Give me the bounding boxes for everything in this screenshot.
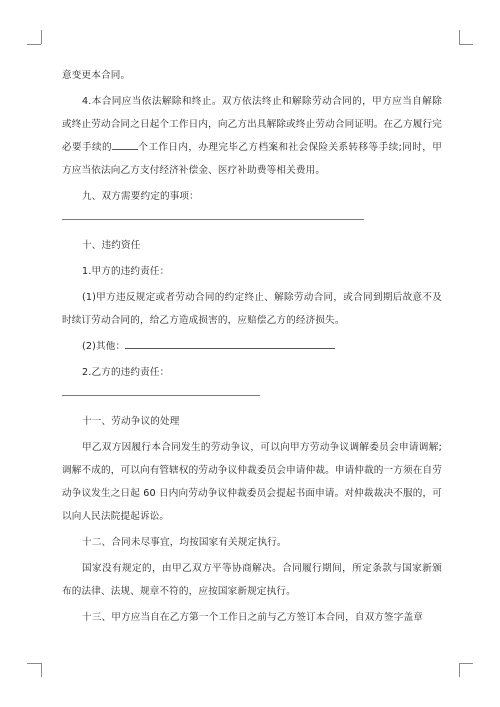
paragraph-dispute-resolution [62,436,442,528]
paragraph-text: 个工作日内，办理完毕乙方档案和社会保险关系转移等手续;同时，甲方应当依法向乙方支付经济补偿金、医疗补助费等相关费用。 [62,142,443,176]
heading-text: 十、违约资任 [82,240,141,251]
section-twelve-heading [62,531,442,554]
paragraph-termination [62,90,442,182]
paragraph-text: 国家没有规定的，由甲乙双方平等协商解决。合同履行期间，所定条款与国家新颁布的法律、法规、规章不符的，应按国家新规定执行。 [62,563,442,597]
party-a-liability-heading [62,260,442,283]
section-nine-heading [62,185,442,208]
paragraph-national-rules [62,557,442,603]
heading-text: 九、双方需要约定的事项： [82,191,199,202]
document-body [62,64,442,629]
heading-text: 1.甲方的违约责任： [82,266,170,277]
blank-line-party-b-liability[interactable] [62,384,442,407]
paragraph-text: 甲乙双方因履行本合同发生的劳动争议，可以向甲方劳动争议调解委员会申请调解;调解不成的，可以向有管辖权的劳动争议仲裁委员会申请仲裁。申请仲裁的一方须在自劳动争议发生之日起 60 日内向劳动争议仲裁委员会提起书面申请。对仲裁裁决不服的，可以向人民法院提起诉讼。 [62,442,443,522]
party-b-liability-heading [62,361,442,384]
fill-in-blank-days[interactable] [112,140,138,150]
section-thirteen-heading [62,606,442,629]
paragraph-party-a-liability [62,286,442,332]
paragraph-text: (2)其他： [82,341,126,352]
fill-in-blank-other[interactable] [125,339,335,349]
section-eleven-heading [62,410,442,433]
heading-text: 十二、合同未尽事宜，均按国家有关规定执行。 [82,537,287,548]
paragraph-text: 十三、甲方应当自在乙方第一个工作日之前与乙方签订本合同，自双方签字盖章 [82,612,424,623]
paragraph-other [62,335,442,358]
blank-line-agreed-matters[interactable] [62,208,442,231]
heading-text: 十一、劳动争议的处理 [82,416,180,427]
paragraph-text: 意变更本合同。 [62,70,131,81]
paragraph-text: 4.本合同应当依法解除和终止。双方依法终止和解除劳动合同的，甲方应当自解除或终止劳动合同之日起个工作日内，向乙方出具解除或终止劳动合同证明。在乙方履行完必要手续的 [62,96,443,153]
paragraph-text: (1)甲方违反规定或者劳动合同的约定终止、解除劳动合同，或合同到期后故意不及时续订劳动合同的，给乙方造成损害的，应赔偿乙方的经济损失。 [62,292,442,326]
paragraph-continuation [62,64,442,87]
section-ten-heading [62,234,442,257]
heading-text: 2.乙方的违约责任： [82,367,170,378]
